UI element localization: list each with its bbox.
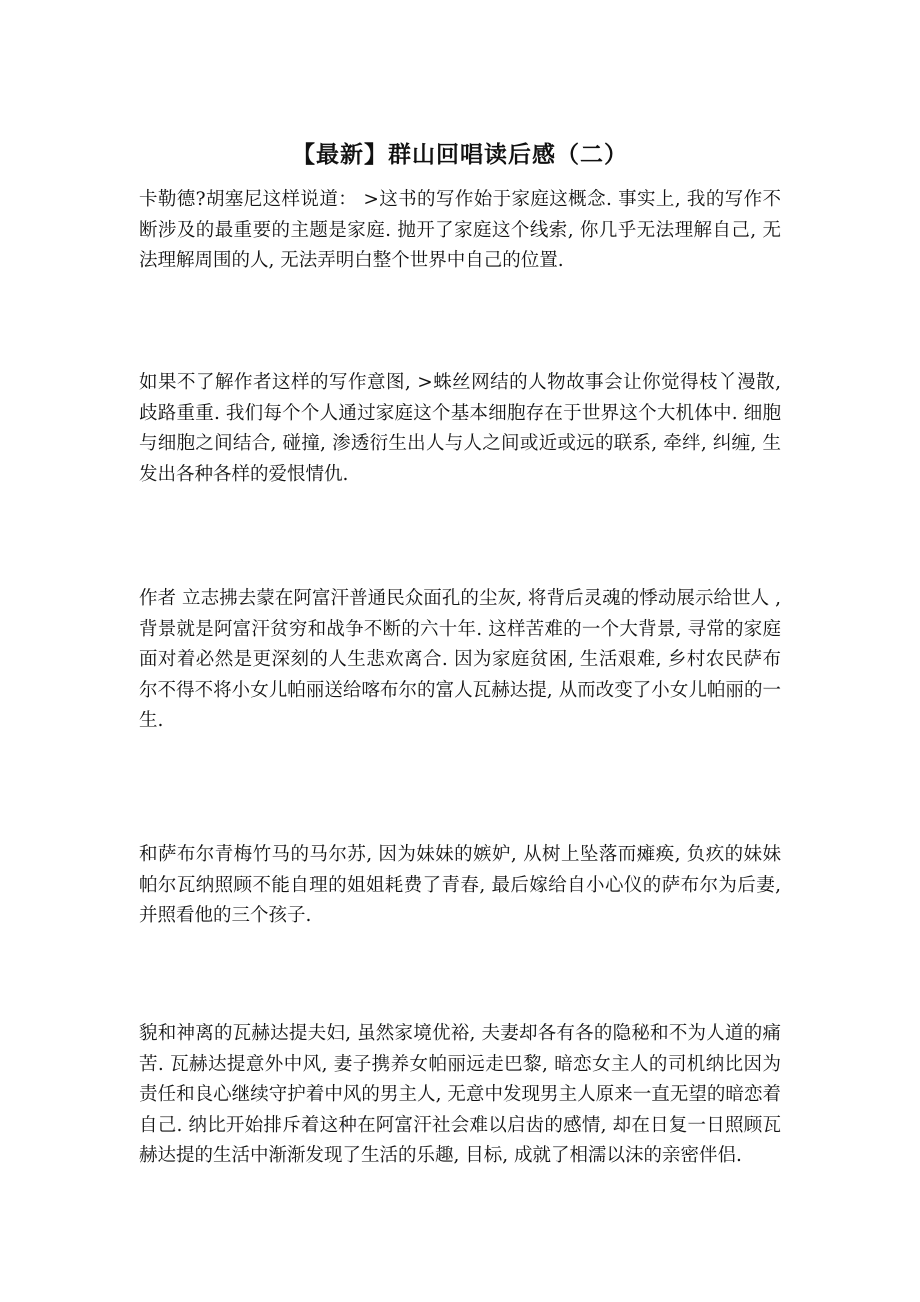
paragraph-1: 卡勒德?胡塞尼这样说道： >这书的写作始于家庭这概念. 事实上, 我的写作不断涉及的最重要的主题是家庭. 抛开了家庭这个线索, 你几乎无法理解自己, 无法理解周围的人, 无法弄明白整个世界中自己的位置. — [139, 189, 781, 271]
paragraph-3: 作者 立志拂去蒙在阿富汗普通民众面孔的尘灰, 将背后灵魂的悸动展示给世人 , 背景就是阿富汗贫穷和战争不断的六十年. 这样苦难的一个大背景, 寻常的家庭面对着必然是更深刻的人生悲欢离合. 因为家庭贫困, 生活艰难, 乡村农民萨布尔不得不将小女儿帕丽送给喀布尔的富人瓦赫达提, 从而改变了小女儿帕丽的一生. — [139, 588, 781, 731]
paragraph-2: 如果不了解作者这样的写作意图, >蛛丝网结的人物故事会让你觉得枝丫漫散, 歧路重重. 我们每个个人通过家庭这个基本细胞存在于世界这个大机体中. 细胞与细胞之间结合, 碰撞, 渗透衍生出人与人之间或近或远的联系, 牵绊, 纠缠, 生发出各种各样的爱恨情仇. — [139, 372, 781, 485]
paragraph-4: 和萨布尔青梅竹马的马尔苏, 因为妹妹的嫉妒, 从树上坠落而瘫痪, 负疚的妹妹帕尔瓦纳照顾不能自理的姐姐耗费了青春, 最后嫁给自小心仪的萨布尔为后妻, 并照看他的三个孩子. — [139, 844, 781, 926]
document-title: 【最新】群山回唱读后感（二） — [292, 142, 628, 168]
paragraph-5: 貌和神离的瓦赫达提夫妇, 虽然家境优裕, 夫妻却各有各的隐秘和不为人道的痛苦. 瓦赫达提意外中风, 妻子携养女帕丽远走巴黎, 暗恋女主人的司机纳比因为责任和良心继续守护着中风的男主人, 无意中发现男主人原来一直无望的暗恋着自己. 纳比开始排斥着这种在阿富汗社会难以启齿的感情, 却在日复一日照顾瓦赫达提的生活中渐渐发现了生活的乐趣, 目标, 成就了相濡以沫的亲密伴侣. — [139, 1023, 781, 1166]
